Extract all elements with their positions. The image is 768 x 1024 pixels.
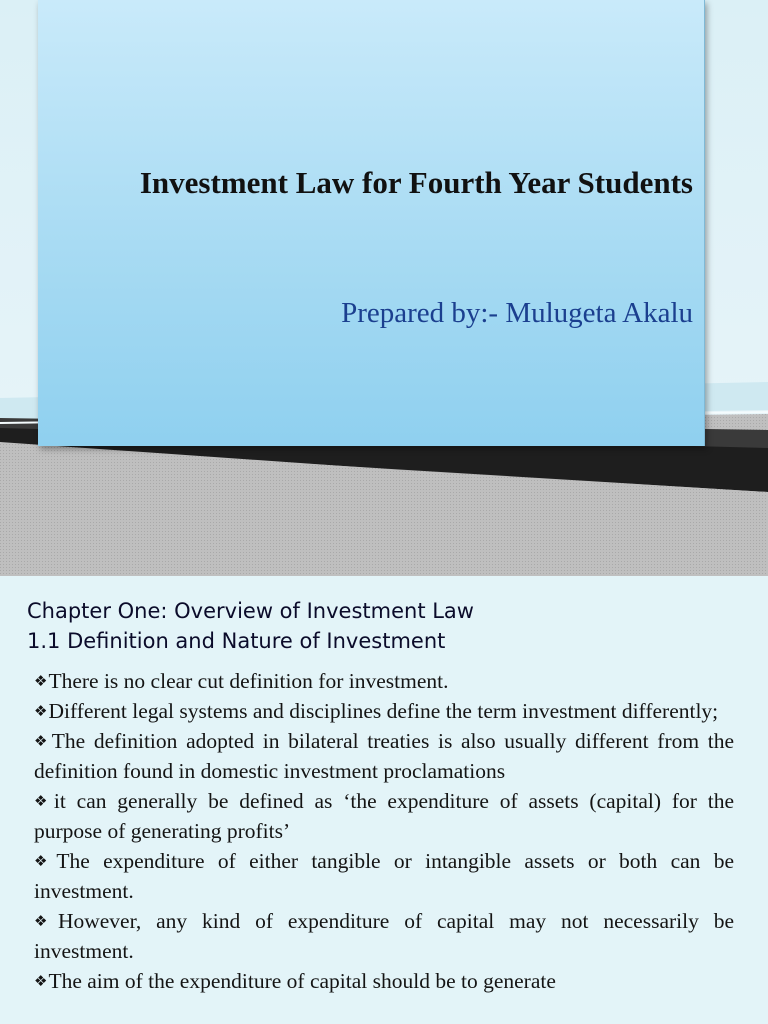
diamond-bullet-icon: ❖ [34, 672, 48, 690]
diamond-bullet-icon: ❖ [34, 792, 53, 810]
bullet-text: The definition adopted in bilateral treaties is also usually different from the definition found in domestic investment proclamations [34, 729, 734, 783]
bullet-text: it can generally be defined as ‘the expenditure of assets (capital) for the purpose of generating profits’ [34, 789, 734, 843]
slide-title: Investment Law for Fourth Year Students [139, 165, 693, 200]
bullet-item [34, 666, 734, 696]
diamond-bullet-icon: ❖ [34, 732, 51, 750]
chapter-heading [27, 596, 747, 656]
diamond-bullet-icon: ❖ [34, 852, 56, 870]
bullet-item [34, 966, 734, 996]
bullet-item [34, 726, 734, 786]
bullet-text: However, any kind of expenditure of capital may not necessarily be investment. [34, 909, 734, 963]
bullet-item [34, 906, 734, 966]
bullet-item [34, 696, 734, 726]
bullet-list [34, 666, 734, 996]
section-title: 1.1 Definition and Nature of Investment [27, 629, 446, 653]
diamond-bullet-icon: ❖ [34, 972, 48, 990]
bullet-item [34, 786, 734, 846]
diamond-bullet-icon: ❖ [34, 912, 57, 930]
title-box [38, 0, 705, 446]
content-slide [0, 576, 768, 1024]
bullet-text: Different legal systems and disciplines define the term investment differently; [48, 699, 719, 723]
bullet-text: The aim of the expenditure of capital should be to generate [48, 969, 556, 993]
bullet-text: The expenditure of either tangible or intangible assets or both can be investment. [34, 849, 734, 903]
diamond-bullet-icon: ❖ [34, 702, 48, 720]
bullet-item [34, 846, 734, 906]
slide-subtitle: Prepared by:- Mulugeta Akalu [341, 297, 693, 329]
chapter-title: Chapter One: Overview of Investment Law [27, 599, 474, 623]
bullet-text: There is no clear cut definition for investment. [48, 669, 449, 693]
